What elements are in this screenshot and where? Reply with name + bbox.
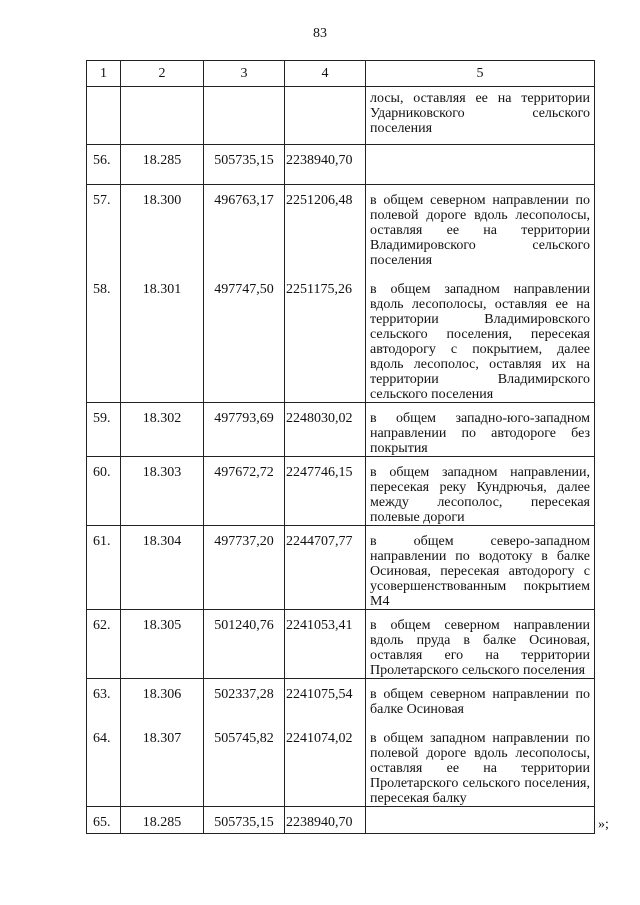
y-coordinate: 2241074,02	[285, 717, 366, 807]
continuation-text: лосы, оставляя ее на территории Ударниковского сельского поселения	[366, 87, 595, 145]
boundary-coordinates-table	[86, 60, 595, 834]
boundary-description: в общем северо-западном направлении по водотоку в балке Осиновая, пересекая автодорогу с усовершенствованным покрытием М4	[366, 526, 595, 610]
point-number: 18.285	[121, 807, 204, 834]
x-coordinate: 505745,82	[204, 717, 285, 807]
y-coordinate: 2251206,48	[285, 185, 366, 269]
x-coordinate: 502337,28	[204, 679, 285, 718]
header-cell: 4	[285, 61, 366, 87]
x-coordinate: 497793,69	[204, 403, 285, 457]
boundary-description: в общем западном направлении, пересекая реку Кундрючья, далее между лесополос, пересекая полевые дороги	[366, 457, 595, 526]
row-number: 62.	[87, 610, 121, 679]
y-coordinate: 2251175,26	[285, 268, 366, 403]
row-number: 60.	[87, 457, 121, 526]
boundary-description: в общем северном направлении по полевой дороге вдоль лесополосы, оставляя ее на территории Владимировского сельского поселения	[366, 185, 595, 269]
table-row	[87, 185, 595, 269]
table-row	[87, 268, 595, 403]
x-coordinate: 497747,50	[204, 268, 285, 403]
y-coordinate: 2248030,02	[285, 403, 366, 457]
boundary-description: в общем западно-юго-западном направлении по автодороге без покрытия	[366, 403, 595, 457]
row-number: 57.	[87, 185, 121, 269]
row-number: 65.	[87, 807, 121, 834]
point-number: 18.285	[121, 145, 204, 185]
page-number: 83	[313, 26, 327, 41]
header-cell: 1	[87, 61, 121, 87]
y-coordinate: 2241053,41	[285, 610, 366, 679]
boundary-description	[366, 145, 595, 185]
point-number: 18.306	[121, 679, 204, 718]
row-number: 63.	[87, 679, 121, 718]
x-coordinate: 505735,15	[204, 145, 285, 185]
boundary-description	[366, 807, 595, 834]
point-number: 18.302	[121, 403, 204, 457]
header-cell: 5	[366, 61, 595, 87]
point-number: 18.300	[121, 185, 204, 269]
point-number: 18.303	[121, 457, 204, 526]
closing-quote-mark: »;	[598, 817, 609, 832]
x-coordinate: 501240,76	[204, 610, 285, 679]
continuation-row	[87, 87, 595, 145]
y-coordinate: 2244707,77	[285, 526, 366, 610]
row-number: 59.	[87, 403, 121, 457]
point-number: 18.304	[121, 526, 204, 610]
row-number: 64.	[87, 717, 121, 807]
table-row	[87, 403, 595, 457]
boundary-description: в общем северном направлении по балке Осиновая	[366, 679, 595, 718]
table-row	[87, 457, 595, 526]
boundary-description: в общем северном направлении вдоль пруда в балке Осиновая, оставляя его на территории Пролетарского сельского поселения	[366, 610, 595, 679]
y-coordinate: 2247746,15	[285, 457, 366, 526]
table-row	[87, 679, 595, 718]
table-row	[87, 145, 595, 185]
row-number: 58.	[87, 268, 121, 403]
x-coordinate: 497672,72	[204, 457, 285, 526]
x-coordinate: 505735,15	[204, 807, 285, 834]
table-row	[87, 610, 595, 679]
table-header-row	[87, 61, 595, 87]
table-row	[87, 526, 595, 610]
x-coordinate: 497737,20	[204, 526, 285, 610]
y-coordinate: 2241075,54	[285, 679, 366, 718]
point-number: 18.301	[121, 268, 204, 403]
header-cell: 3	[204, 61, 285, 87]
boundary-description: в общем западном направлении вдоль лесополосы, оставляя ее на территории Владимировского сельского поселения, пересекая автодорогу с покрытием, далее вдоль лесополос, оставляя их на территории Владимирского сельского поселения	[366, 268, 595, 403]
point-number: 18.307	[121, 717, 204, 807]
y-coordinate: 2238940,70	[285, 807, 366, 834]
point-number: 18.305	[121, 610, 204, 679]
boundary-description: в общем западном направлении по полевой дороге вдоль лесополосы, оставляя ее на территории Пролетарского сельского поселения, пересекая балку	[366, 717, 595, 807]
x-coordinate: 496763,17	[204, 185, 285, 269]
header-cell: 2	[121, 61, 204, 87]
table-row	[87, 807, 595, 834]
table-row	[87, 717, 595, 807]
row-number: 61.	[87, 526, 121, 610]
y-coordinate: 2238940,70	[285, 145, 366, 185]
row-number: 56.	[87, 145, 121, 185]
